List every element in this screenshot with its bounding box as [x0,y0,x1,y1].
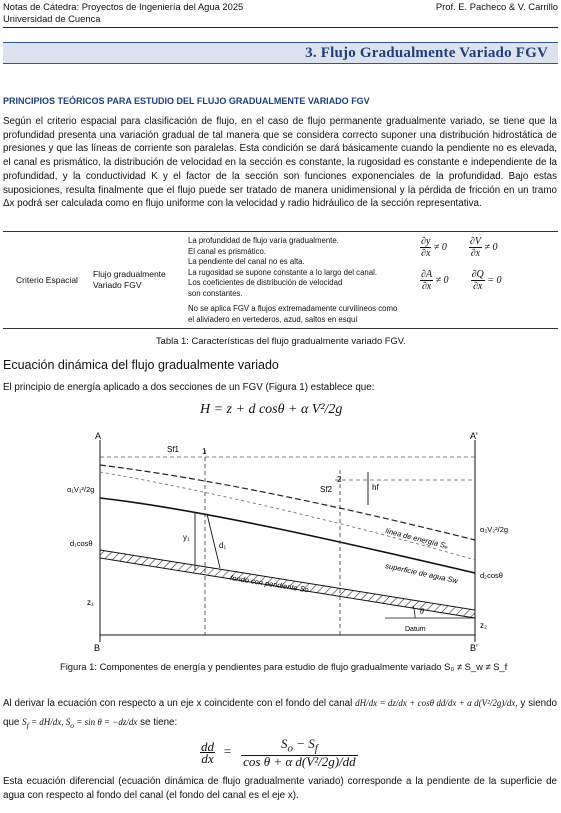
label-b: B [94,643,101,653]
label-alpha1: α₁V₁²/2g [67,485,95,494]
table-items-cell [186,232,418,329]
condition-dq: $\frac{\partial Q}{\partial x}$ = 0 [471,269,502,292]
label-datum: Datum [405,626,426,633]
paragraph-conclusion: Esta ecuación diferencial (ecuación dinámica de flujo gradualmente variado) corresponde a la pendiente de la superficie de agua con respecto al fondo del canal (el fondo del canal es el eje x). [3,776,557,801]
label-hf: hf [372,483,379,492]
label-alpha2: α₂V₂²/2g [480,525,509,534]
table-item: La pendiente del canal no es alta. [188,257,305,266]
table-item: El canal es prismático. [188,246,266,256]
header-course: Notas de Cátedra: Proyectos de Ingeniería del Agua 2025 [3,1,244,12]
paragraph-intro: Según el criterio espacial para clasificación de flujo, en el caso de flujo permanente gradualmente variado, se tiene que la profundidad presenta una variación gradual de tal manera que se considera correcto suponer una distribución hidrostática de presiones y que las líneas de corriente son paralelas. Esta condición se dará básicamente cuando la pendiente no es elevada, el canal es prismático, la distribución de velocidad en la sección es constante, la rugosidad es constante e independiente de la profundidad, y la conductividad K y el factor de la sección son funciones exponenciales de la profundidad. Bajo estas suposiciones, resulta finalmente que el flujo puede ser tratado de manera unidimensional y la pérdida de fricción en un tramo Δx podrá ser calculada como en flujo uniforme con la velocidad y radio hidráulico de la sección representativa. [3,116,557,210]
chapter-title: 3. Flujo Gradualmente Variado FGV [305,45,548,61]
equation-h: H = z + d cosθ + α V²/2g [200,402,343,417]
label-section-1: 1 [202,447,207,456]
label-section-2: 2 [337,475,342,484]
energy-line [100,465,475,540]
header-authors: Prof. E. Pacheco & V. Carrillo [435,1,558,12]
table-item: La rugosidad se supone constante a lo largo del canal. [188,267,377,277]
condition-da: $\frac{\partial A}{\partial x}$ ≠ 0 [421,269,449,292]
table-caption: Tabla 1: Características del flujo gradualmente variado FGV. [156,335,406,346]
header-university: Universidad de Cuenca [3,13,101,24]
table-col-flujo: Flujo gradualmente Variado FGV [91,232,186,329]
label-a2: A' [470,431,478,441]
label-d2cos: d₂cosθ [480,571,503,580]
table-note: No se aplica FGV a flujos extremadamente curvilíneos como el aliviadero en vertederos, azud, saltos en esquí [188,304,398,324]
paragraph-energy: El principio de energía aplicado a dos secciones de un FGV (Figura 1) establece que: [3,382,375,393]
paragraph-derive: Al derivar la ecuación con respecto a un eje x coincidente con el fondo del canal dH/dx = dz/dx + cosθ dd/dx + α d(V²/2g)/dx, y siendo que $S_f = dH/dx$, $S_o = \sin \theta = -dz/dx$ se tiene: [3,698,557,730]
label-d1: d₁ [219,541,227,550]
equation-dynamic: $\frac{dd}{dx}$ = $\frac{S_o - S_f}{\text{cos θ + α d(V²/2g)/dd}}$ [200,738,358,767]
paragraph-derive-a: Al derivar la ecuación con respecto a un eje x coincidente con el fondo del canal [3,698,353,709]
paragraph-derive-c: se tiene: [140,717,178,728]
label-sf1: Sf1 [167,445,180,454]
condition-dy: $\frac{\partial y}{\partial x}$ ≠ 0 [421,236,447,259]
energy-diagram [55,430,525,655]
label-z1: z₁ [87,598,94,607]
label-sf2: Sf2 [320,485,333,494]
header-rule [3,27,558,28]
label-b2: B' [470,643,478,653]
page-header [3,1,558,25]
section-title: PRINCIPIOS TEÓRICOS PARA ESTUDIO DEL FLUJO GRADUALMENTE VARIADO FGV [3,96,370,106]
label-z2: z₂ [480,621,488,630]
label-a: A [95,431,102,441]
subheading: Ecuación dinámica del flujo gradualmente variado [3,358,279,372]
label-water-surface: superficie de agua Sw [384,561,459,586]
label-energy-line: línea de energía Sₑ [384,526,449,551]
table-conditions [418,232,558,329]
table-item: Los coeficientes de distribución de velocidad son constantes. [188,278,343,298]
chapter-title-band [3,42,558,64]
label-theta: θ [420,607,424,616]
table-item: La profundidad de flujo varía gradualmente. [188,236,339,245]
condition-dv: $\frac{\partial V}{\partial x}$ ≠ 0 [469,236,498,259]
table-col-criterio: Criterio Espacial [3,232,91,329]
figure-caption: Figura 1: Componentes de energía y pendientes para estudio de flujo gradualmente variado S₀ ≠ S_w ≠ S_f [60,661,508,672]
paragraph-derive-b: siendo que [3,698,557,728]
label-y1: y₁ [183,533,190,542]
label-d1cos: d₁cosθ [70,539,93,548]
characteristics-table [3,231,558,329]
label-bottom: fondo con pendiente So [229,573,310,595]
